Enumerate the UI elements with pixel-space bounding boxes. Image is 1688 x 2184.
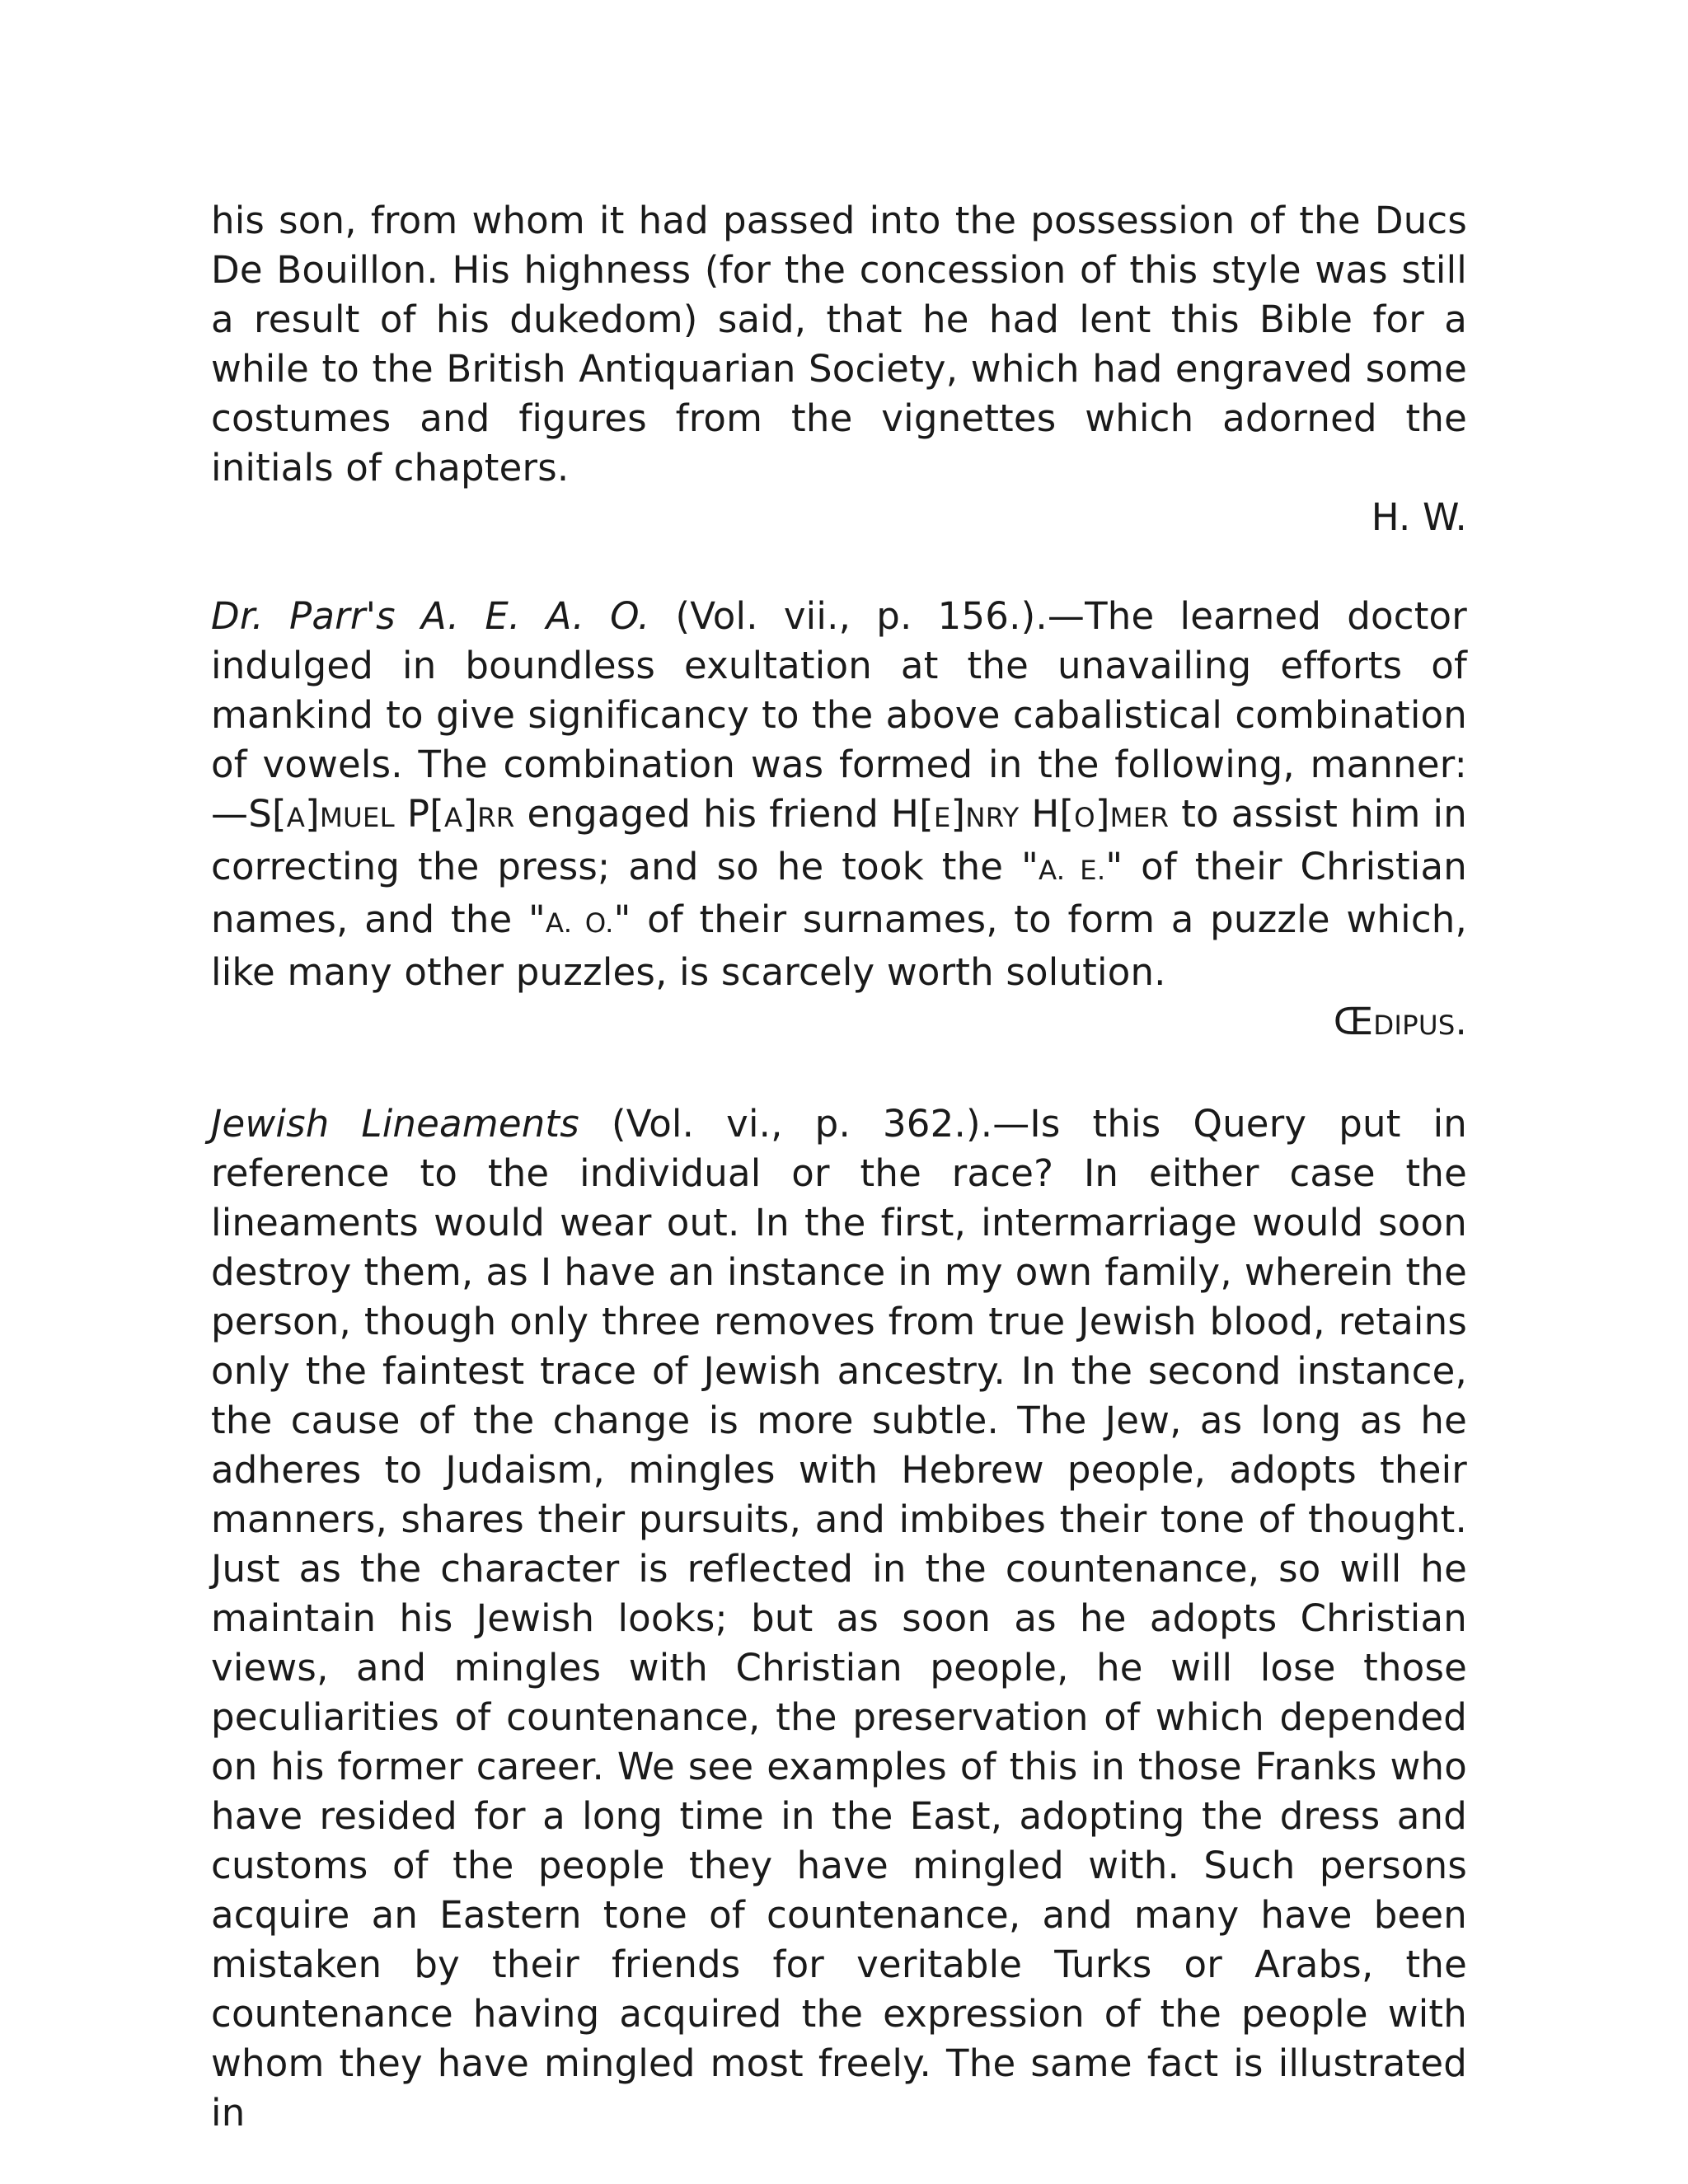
document-page (211, 196, 1467, 2138)
entry-reference: (Vol. vi., p. 362.). (579, 1102, 993, 1146)
small-caps-text: A. E. (1038, 855, 1106, 886)
small-caps-text: NRY (965, 802, 1020, 833)
paragraph-dr-parr: Dr. Parr's A. E. A. O. (Vol. vii., p. 156.).—The learned doctor indulged in boundless exultation at the unavailing efforts of mankind to give significancy to the above cabalistical combination of vowels. The combination was formed in the following, manner:—S[A]MUEL P[A]RR engaged his friend H[E]NRY H[O]MER to assist him in correcting the press; and so he took the "A. E." of their Christian names, and the "A. O." of their surnames, to form a puzzle which, like many other puzzles, is scarcely worth solution. (211, 594, 1467, 994)
signature-hw: H. W. (1371, 495, 1467, 539)
entry-title: Jewish Lineaments (211, 1102, 579, 1146)
paragraph-text: his son, from whom it had passed into the possession of the Ducs De Bouillon. His highness (for the concession of this style was still a result of his dukedom) said, that he had lent this Bible for a while to the British Antiquarian Society, which had engraved some costumes and figures from the vignettes which adorned the initials of chapters. (211, 199, 1467, 490)
paragraph-text: engaged his friend H[ (514, 792, 934, 836)
paragraph-spacer (211, 1050, 1467, 1099)
signature-end: . (1455, 1000, 1467, 1043)
small-caps-letter: E (933, 802, 951, 833)
signature-small-caps: DIPUS (1373, 1010, 1456, 1041)
signature-oedipus (211, 997, 1467, 1050)
small-caps-text: MER (1109, 802, 1170, 833)
paragraph-bible-note (211, 196, 1467, 493)
paragraph-text: " of their Christian names, and the " (211, 845, 1467, 941)
entry-title: Dr. Parr's A. E. A. O. (211, 594, 650, 638)
small-caps-letter: A (286, 802, 306, 833)
signature-initial: Œ (1333, 1000, 1374, 1043)
paragraph-text: —Is this Query put in reference to the individual or the race? In either case the lineaments would wear out. In the first, intermarriage would soon destroy them, as I have an instance in my own family, wherein the person, though only three removes from true Jewish blood, retains only the faintest trace of Jewish ancestry. In the second instance, the cause of the change is more subtle. The Jew, as long as he adheres to Judaism, mingles with Hebrew people, adopts their manners, shares their pursuits, and imbibes their tone of thought. Just as the character is reflected in the countenance, so will he maintain his Jewish looks; but as soon as he adopts Christian views, and mingles with Christian people, he will lose those peculiarities of countenance, the preservation of which depended on his former career. We see examples of this in those Franks who have resided for a long time in the East, adopting the dress and customs of the people they have mingled with. Such persons acquire an Eastern tone of countenance, and many have been mistaken by their friends for veritable Turks or Arabs, the countenance having acquired the expression of the people with whom they have mingled most freely. The same fact is illustrated in (211, 1102, 1467, 2135)
paragraph-text: —The learned doctor indulged in boundless exultation at the unavailing efforts of mankind to give significancy to the above cabalistical combination of vowels. The combination was formed in the following, manner:—S[ (211, 594, 1467, 836)
small-caps-text: A. O. (545, 907, 614, 939)
paragraph-spacer (211, 542, 1467, 592)
small-caps-text: MUEL (319, 802, 395, 833)
paragraph-jewish-lineaments (211, 1099, 1467, 2138)
entry-reference: (Vol. vii., p. 156.). (649, 594, 1048, 638)
paragraph-text: " of their surnames, to form a puzzle which, like many other puzzles, is scarcely worth solution. (211, 898, 1467, 994)
small-caps-text: RR (477, 802, 515, 833)
small-caps-letter: O (1074, 802, 1095, 833)
paragraph-text: to assist him in correcting the press; and so he took the " (211, 792, 1467, 888)
paragraph-text: H[ (1019, 792, 1075, 836)
paragraph-text: P[ (394, 792, 444, 836)
small-caps-letter: A (443, 802, 463, 833)
